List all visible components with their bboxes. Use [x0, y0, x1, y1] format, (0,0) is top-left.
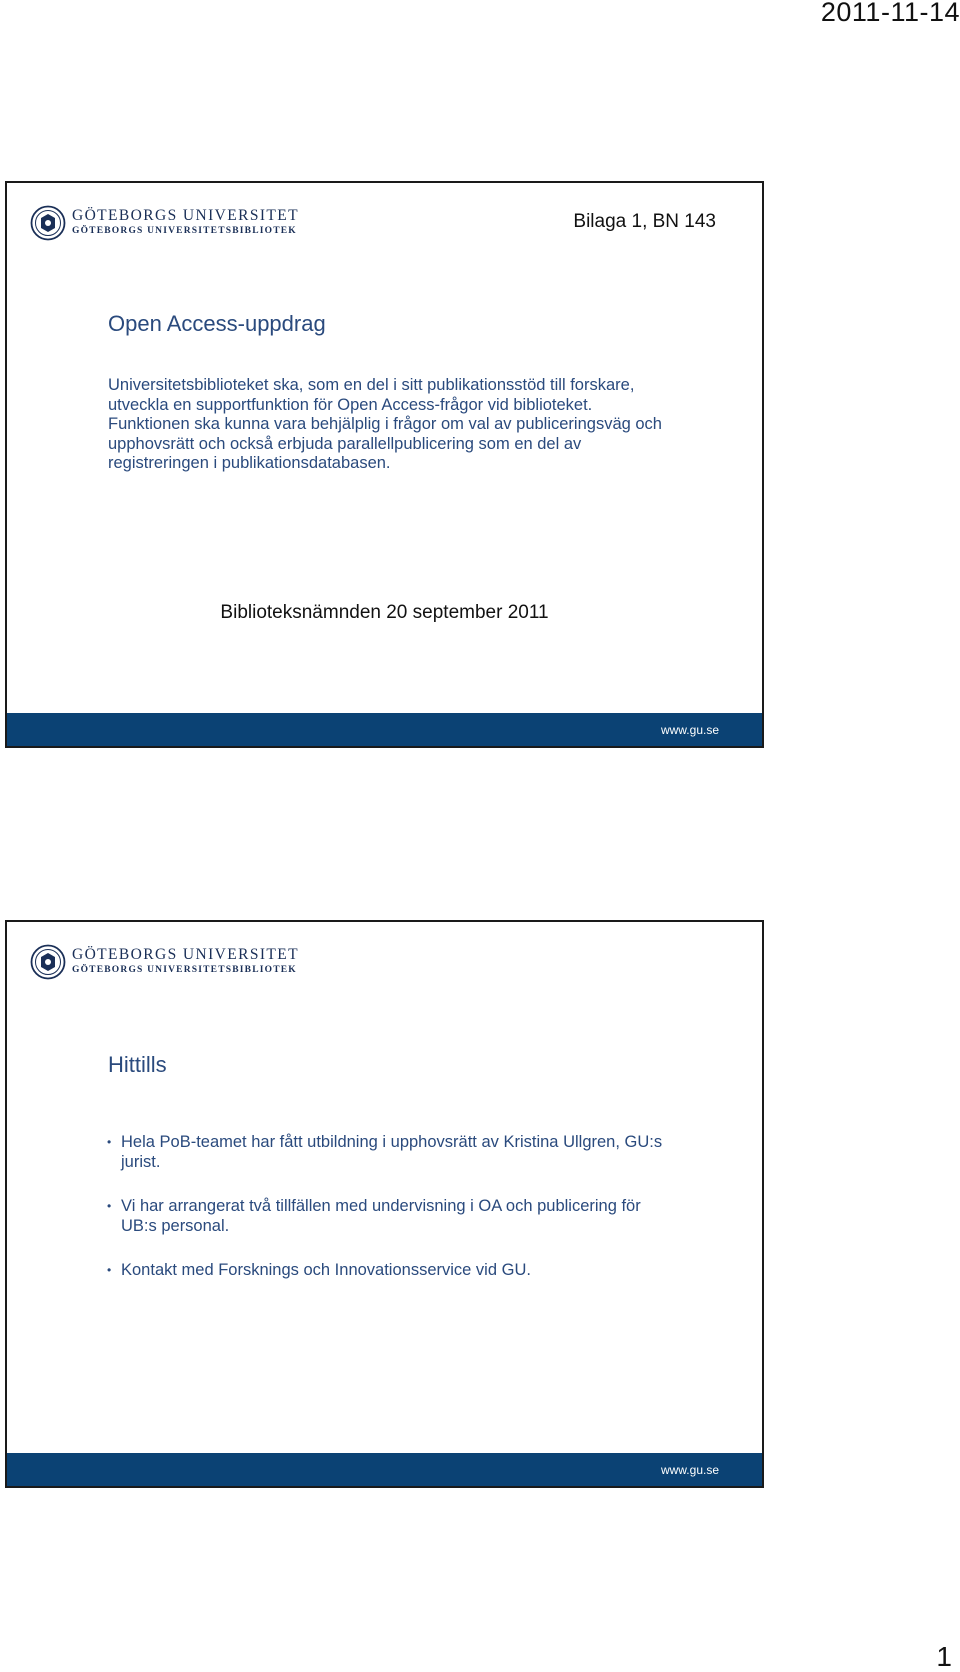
slide-footer — [7, 1453, 762, 1486]
slide-title: Open Access-uppdrag — [108, 311, 326, 336]
university-logo — [30, 944, 298, 980]
logo-university-name: GÖTEBORGS UNIVERSITET — [72, 946, 300, 963]
footer-url: www.gu.se — [660, 1463, 719, 1477]
bullet-item: • Hela PoB-teamet har fått utbildning i upphovsrätt av Kristina Ullgren, GU:s jurist. — [107, 1132, 667, 1172]
attachment-label: Bilaga 1, BN 143 — [573, 211, 716, 232]
bullet-item: • Kontakt med Forsknings och Innovationsservice vid GU. — [107, 1260, 667, 1280]
page-number: 1 — [936, 1641, 952, 1672]
logo-library-name: GÖTEBORGS UNIVERSITETSBIBLIOTEK — [72, 226, 297, 236]
meeting-date: Biblioteksnämnden 20 september 2011 — [220, 602, 549, 623]
slide-body-text: Universitetsbiblioteket ska, som en del i sitt publikationsstöd till forskare, utveckla en supportfunktion för Open Access-frågor vid biblioteket. Funktionen ska kunna vara behjälplig i frågor om val av publiceringsväg och upphovsrätt och också erbjuda parallellpublicering som en del av registreringen i publikationsdatabasen. — [108, 376, 662, 472]
logo-university-name: GÖTEBORGS UNIVERSITET — [72, 207, 300, 224]
university-logo — [30, 205, 298, 241]
slide-hittills — [5, 920, 764, 1488]
university-seal-icon — [30, 944, 66, 980]
slide-footer — [7, 713, 762, 746]
university-seal-icon — [30, 205, 66, 241]
slide-title: Hittills — [108, 1052, 167, 1077]
bullet-list — [107, 1132, 667, 1304]
page-date: 2011-11-14 — [820, 0, 960, 27]
logo-library-name: GÖTEBORGS UNIVERSITETSBIBLIOTEK — [72, 965, 297, 975]
slide-open-access — [5, 181, 764, 748]
bullet-item: • Vi har arrangerat två tillfällen med undervisning i OA och publicering för UB:s personal. — [107, 1196, 667, 1236]
footer-url: www.gu.se — [660, 723, 719, 737]
